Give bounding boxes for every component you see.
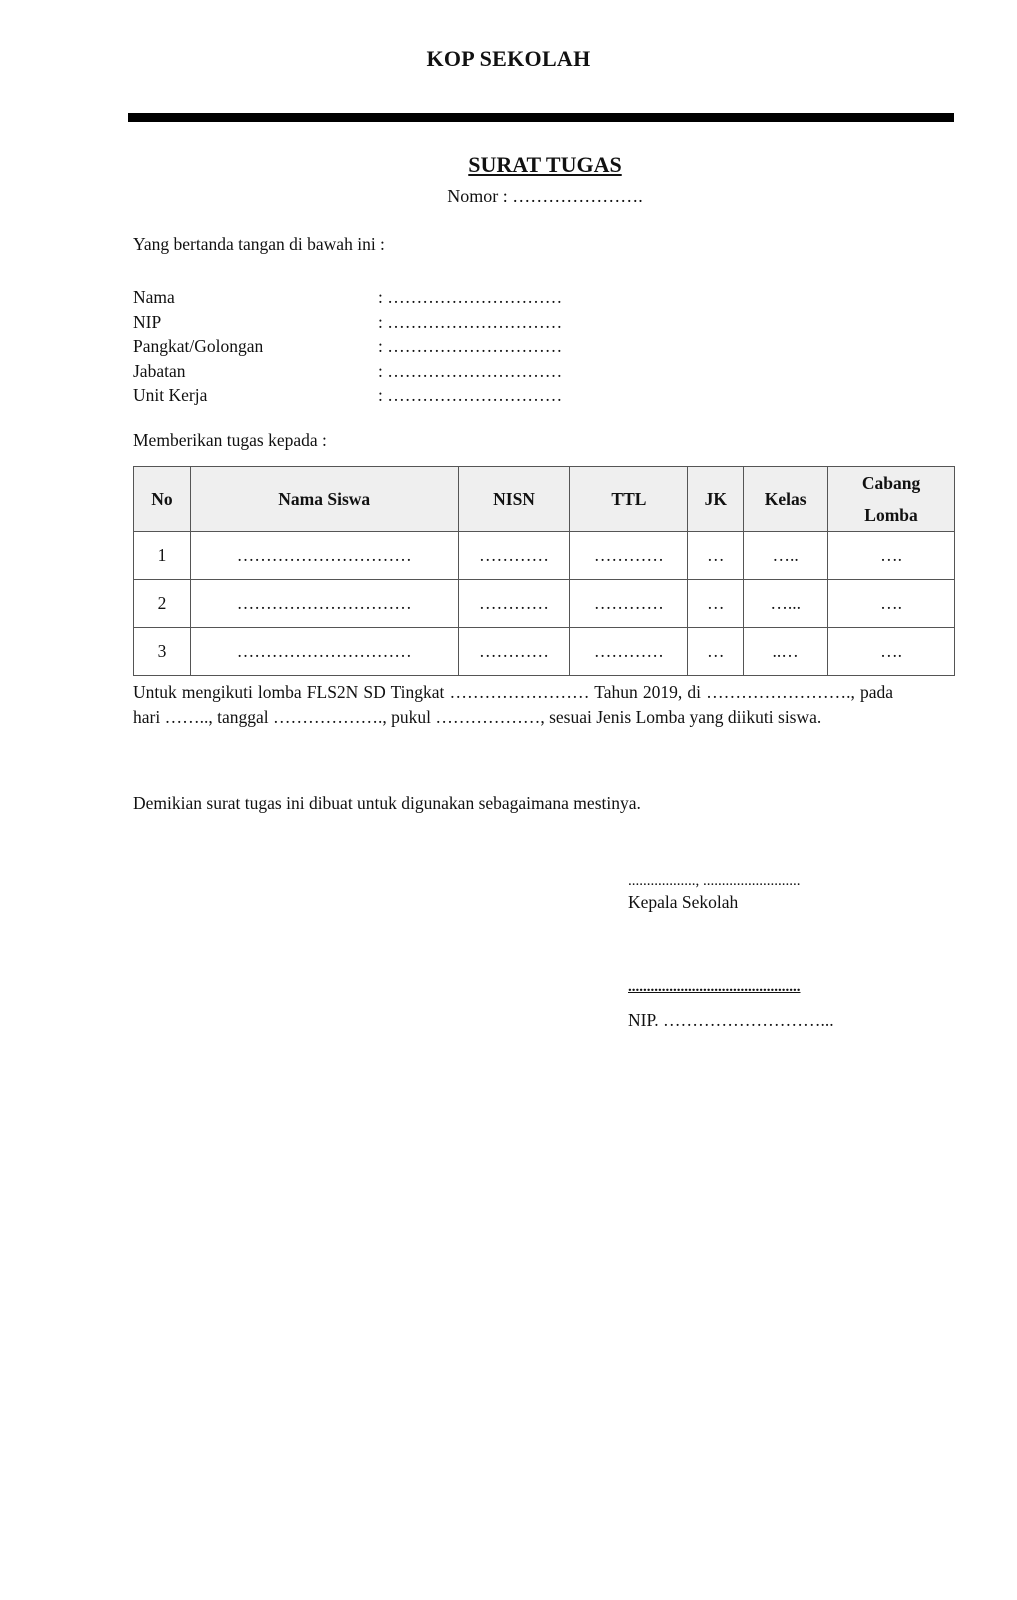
place-date: .................., .......................... xyxy=(628,873,801,889)
table-cell: 2 xyxy=(134,580,191,628)
letterhead-title: KOP SEKOLAH xyxy=(426,46,591,71)
table-cell: … xyxy=(688,532,744,580)
field-label: Nama xyxy=(133,287,175,308)
table-cell: ………………………… xyxy=(190,580,458,628)
letterhead-divider xyxy=(128,113,954,122)
header-kelas: Kelas xyxy=(744,467,828,532)
intro-text: Yang bertanda tangan di bawah ini : xyxy=(133,234,385,254)
header-ttl: TTL xyxy=(570,467,688,532)
table-cell: ………… xyxy=(458,580,570,628)
table-cell: ………………………… xyxy=(190,532,458,580)
header-cabang-lomba: Cabang Lomba xyxy=(828,467,955,532)
field-value: : ………………………… xyxy=(378,385,563,406)
field-label: NIP xyxy=(133,311,162,332)
field-value: : ………………………… xyxy=(378,336,563,357)
closing-text: Demikian surat tugas ini dibuat untuk digunakan sebagaimana mestinya. xyxy=(133,793,641,813)
table-cell: …. xyxy=(828,580,955,628)
header-nama-siswa: Nama Siswa xyxy=(190,467,458,532)
table-cell: … xyxy=(688,628,744,676)
table-cell: ………… xyxy=(570,628,688,676)
field-value: : ………………………… xyxy=(378,360,563,381)
table-cell: … xyxy=(688,580,744,628)
table-cell: …. xyxy=(828,532,955,580)
table-cell: ….. xyxy=(744,532,828,580)
signer-nip: NIP. ………………………... xyxy=(628,1010,834,1030)
table-cell: ..… xyxy=(744,628,828,676)
assignment-text: Memberikan tugas kepada : xyxy=(133,430,327,450)
field-nama xyxy=(133,285,562,310)
field-pangkat xyxy=(133,334,562,359)
table-cell: ………… xyxy=(570,532,688,580)
table-header-row xyxy=(134,467,955,532)
table-cell: ………………………… xyxy=(190,628,458,676)
document-number: Nomor : …………………. xyxy=(447,186,643,206)
field-label: Jabatan xyxy=(133,360,186,381)
table-row xyxy=(134,580,955,628)
table-cell: 1 xyxy=(134,532,191,580)
document-title: SURAT TUGAS xyxy=(468,152,622,177)
table-cell: 3 xyxy=(134,628,191,676)
header-no: No xyxy=(134,467,191,532)
field-unit-kerja xyxy=(133,383,562,408)
field-value: : ………………………… xyxy=(378,287,563,308)
table-cell: ………… xyxy=(458,628,570,676)
signature-block xyxy=(628,872,801,915)
field-jabatan xyxy=(133,359,562,384)
field-label: Unit Kerja xyxy=(133,385,208,406)
table-cell: ………… xyxy=(570,580,688,628)
signature-name-line: .............................................. xyxy=(628,979,801,995)
table-row xyxy=(134,628,955,676)
signer-role: Kepala Sekolah xyxy=(628,892,739,912)
header-nisn: NISN xyxy=(458,467,570,532)
student-table xyxy=(133,466,955,676)
header-jk: JK xyxy=(688,467,744,532)
table-row xyxy=(134,532,955,580)
field-value: : ………………………… xyxy=(378,311,563,332)
table-cell: ………… xyxy=(458,532,570,580)
assignment-paragraph: Untuk mengikuti lomba FLS2N SD Tingkat …………………… Tahun 2019, di ……………………., pada hari …….., tanggal ………………., pukul ………………, sesuai Jenis Lomba yang diikuti siswa. xyxy=(133,682,893,727)
field-label: Pangkat/Golongan xyxy=(133,336,264,357)
field-nip xyxy=(133,310,562,335)
table-cell: …. xyxy=(828,628,955,676)
signer-fields xyxy=(133,285,562,408)
table-cell: …... xyxy=(744,580,828,628)
